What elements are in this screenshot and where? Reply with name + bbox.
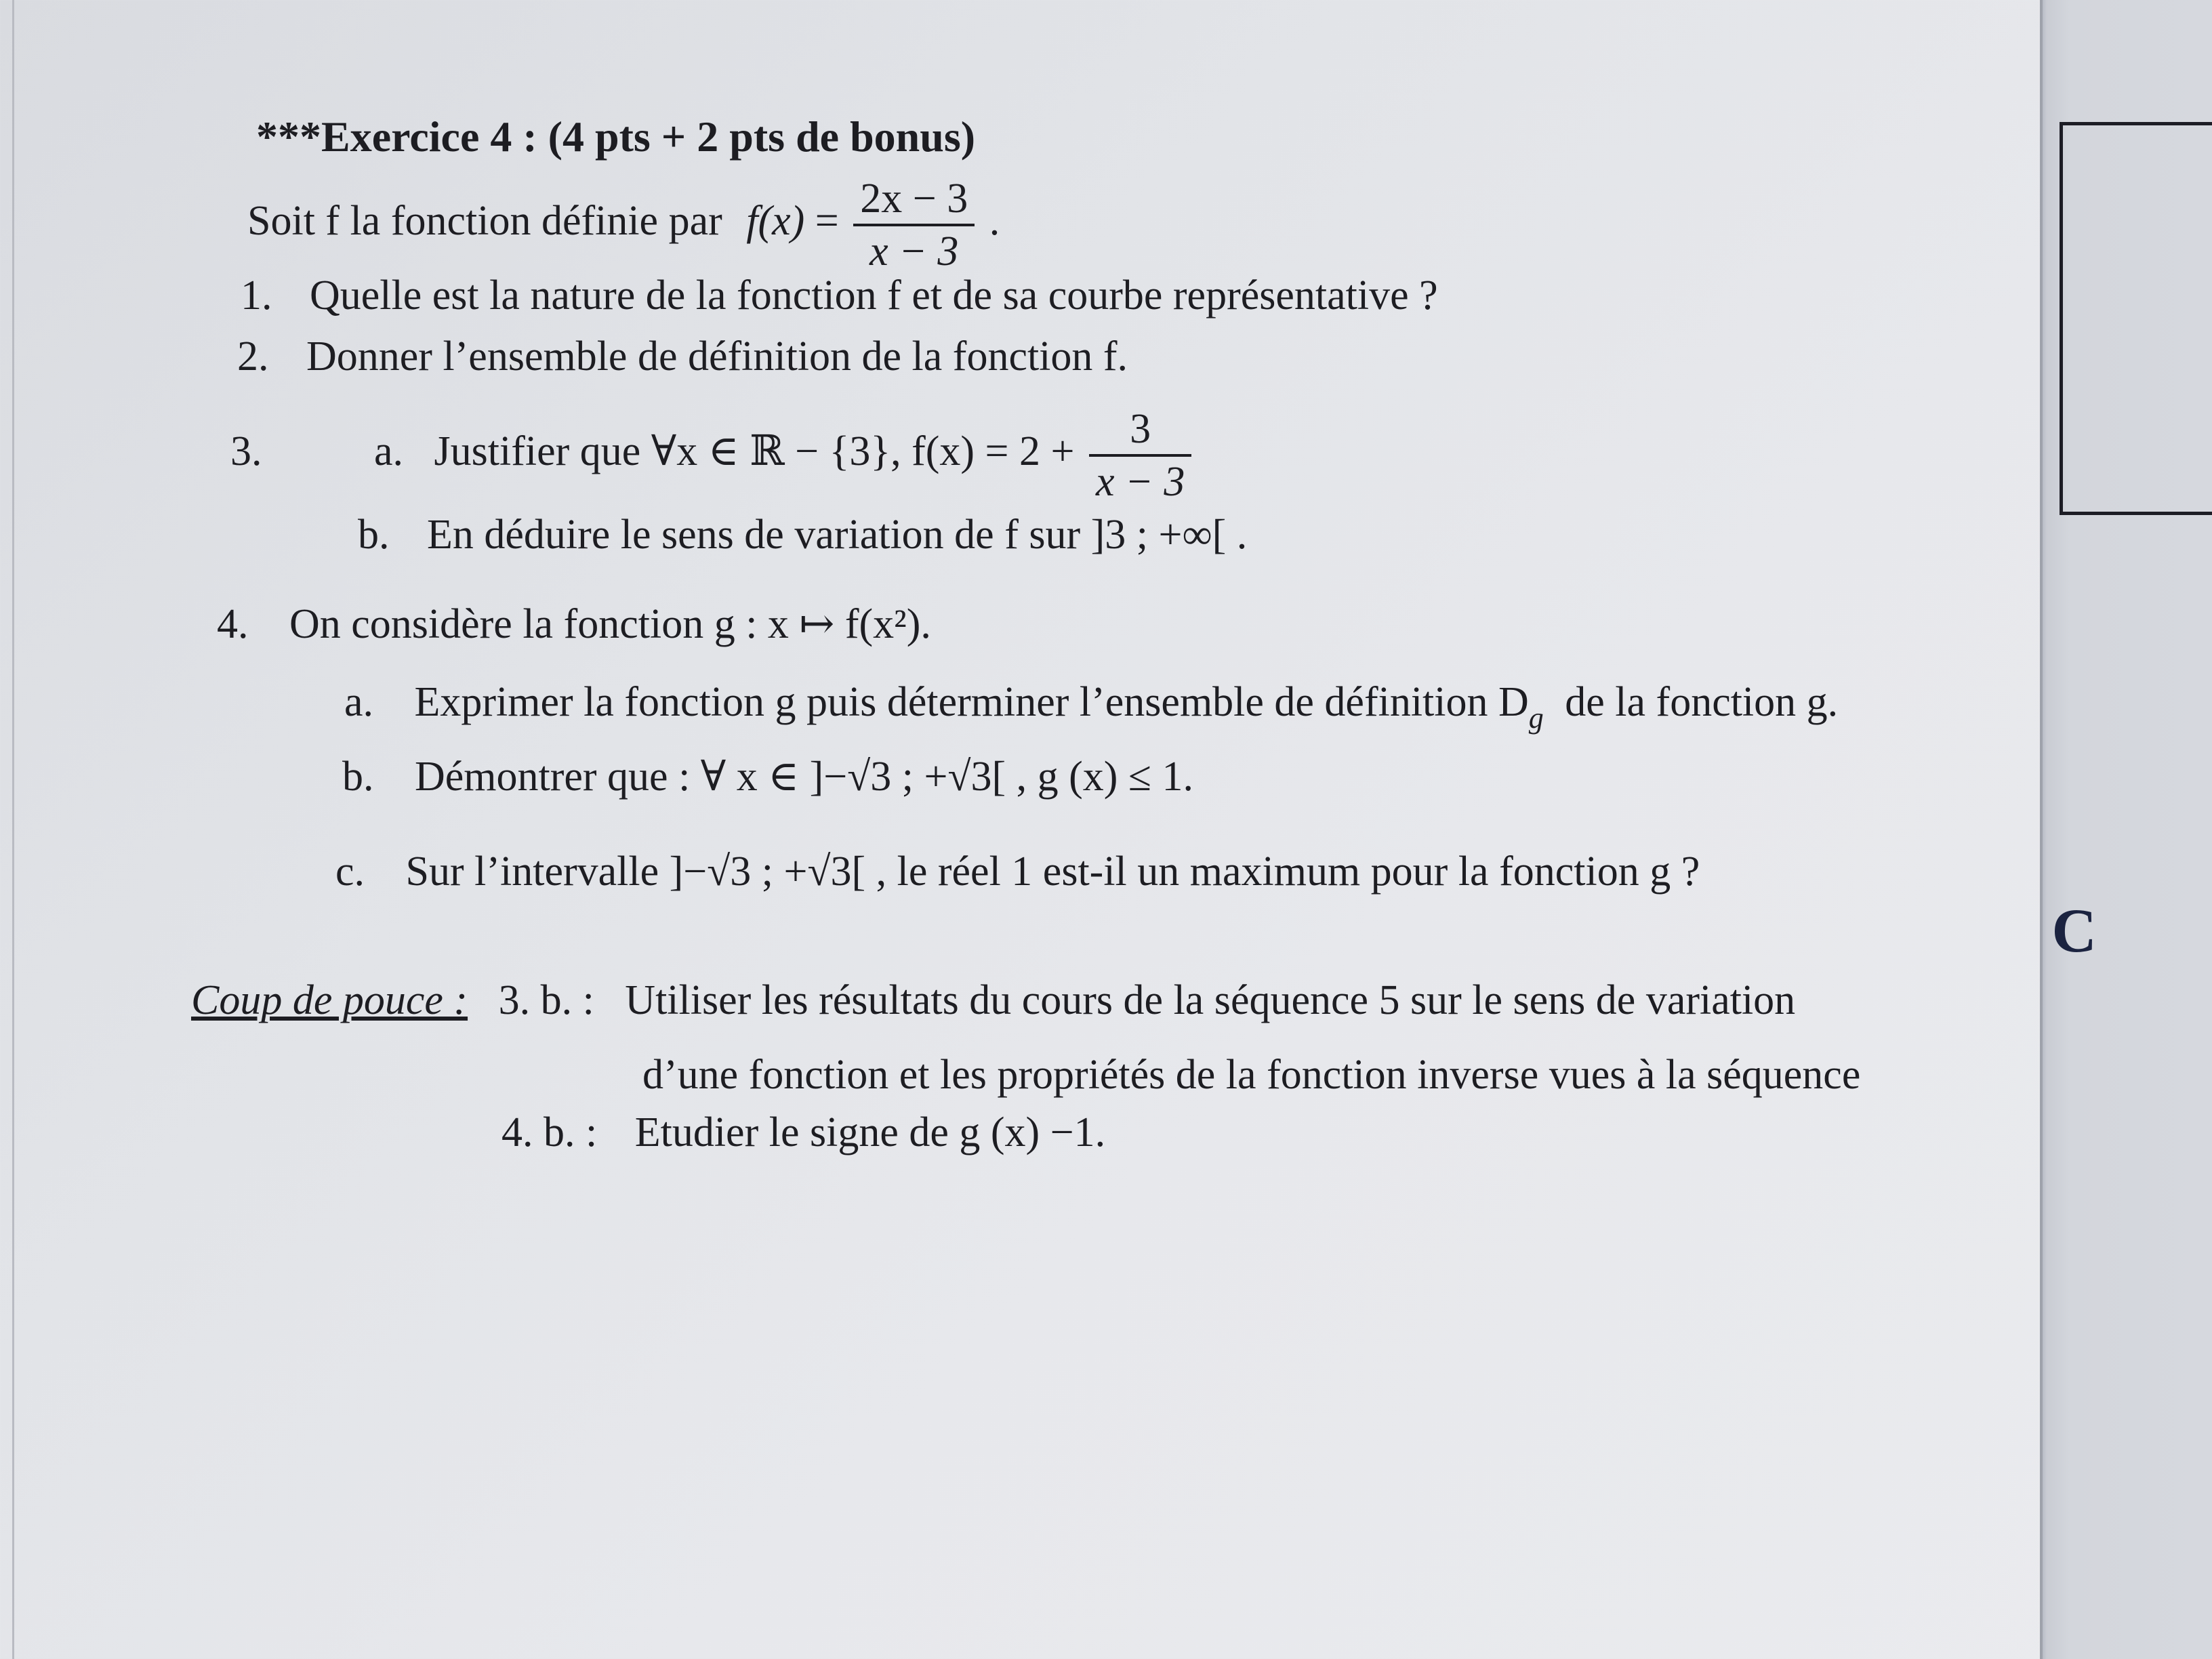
q3-number: 3. [230, 428, 262, 474]
question-4b [342, 756, 1193, 798]
question-1 [241, 272, 1438, 319]
q3a-denominator: x − 3 [1096, 458, 1185, 505]
question-4a [344, 681, 1838, 733]
question-4c [335, 848, 1700, 895]
hint-line-2 [642, 1054, 1860, 1096]
q4a-text: Exprimer la fonction g puis déterminer l’ensemble de définition D [414, 679, 1529, 725]
q3a-fraction [1089, 405, 1191, 505]
intro-fraction [853, 175, 975, 274]
hint-label: Coup de pouce : [191, 977, 468, 1023]
q2-number: 2. [237, 333, 269, 380]
intro-denominator: x − 3 [869, 228, 959, 274]
q4a-tail: de la fonction g. [1565, 679, 1839, 725]
q3a-label: a. [374, 428, 404, 474]
hint-text-1b: d’une fonction et les propriétés de la fonction inverse vues à la séquence [642, 1052, 1861, 1098]
q3a-text: Justifier que ∀x ∈ ℝ − {3}, f(x) = 2 + [434, 428, 1075, 474]
intro-period: . [989, 198, 1000, 244]
question-3a [230, 366, 1195, 503]
q1-number: 1. [241, 272, 272, 319]
intro-fx: f(x) [746, 198, 805, 244]
q4-text: On considère la fonction g : x ↦ f(x²). [289, 601, 931, 647]
intro-equals: = [815, 198, 839, 244]
q3a-numerator: 3 [1130, 405, 1151, 452]
adjacent-page-box [2060, 122, 2212, 515]
q2-text: Donner l’ensemble de définition de la fonction f. [306, 333, 1128, 380]
question-3b [358, 514, 1247, 556]
intro-text: Soit f la fonction définie par [247, 198, 722, 244]
q4a-subscript: g [1528, 701, 1544, 735]
hint-line-1 [191, 979, 1795, 1021]
hint-line-3 [501, 1111, 1105, 1153]
intro-line [247, 132, 1000, 272]
q4-number: 4. [217, 601, 249, 647]
q4c-text: Sur l’intervalle ]−√3 ; +√3[ , le réel 1 est-il un maximum pour la fonction g ? [405, 848, 1700, 895]
exercise-title: ***Exercice 4 : (4 pts + 2 pts de bonus) [256, 112, 976, 161]
q3b-label: b. [358, 512, 390, 558]
q4b-text: Démontrer que : ∀ x ∈ ]−√3 ; +√3[ , g (x) ≤ 1. [415, 754, 1193, 800]
q3b-text: En déduire le sens de variation de f sur ]3 ; +∞[ . [427, 512, 1248, 558]
q4b-label: b. [342, 754, 374, 800]
q4a-label: a. [344, 679, 374, 725]
hint-text-2: Etudier le signe de g (x) −1. [634, 1109, 1106, 1155]
hint-text-1a: Utiliser les résultats du cours de la séquence 5 sur le sens de variation [625, 977, 1796, 1023]
intro-numerator: 2x − 3 [860, 175, 968, 222]
adjacent-page [2040, 0, 2212, 1659]
hint-ref-1: 3. b. : [498, 977, 594, 1023]
adjacent-page-letter: C [2051, 896, 2097, 965]
hint-ref-2: 4. b. : [501, 1109, 598, 1155]
question-4 [217, 603, 931, 645]
q1-text: Quelle est la nature de la fonction f et de sa courbe représentative ? [310, 272, 1438, 319]
q4c-label: c. [335, 848, 365, 895]
